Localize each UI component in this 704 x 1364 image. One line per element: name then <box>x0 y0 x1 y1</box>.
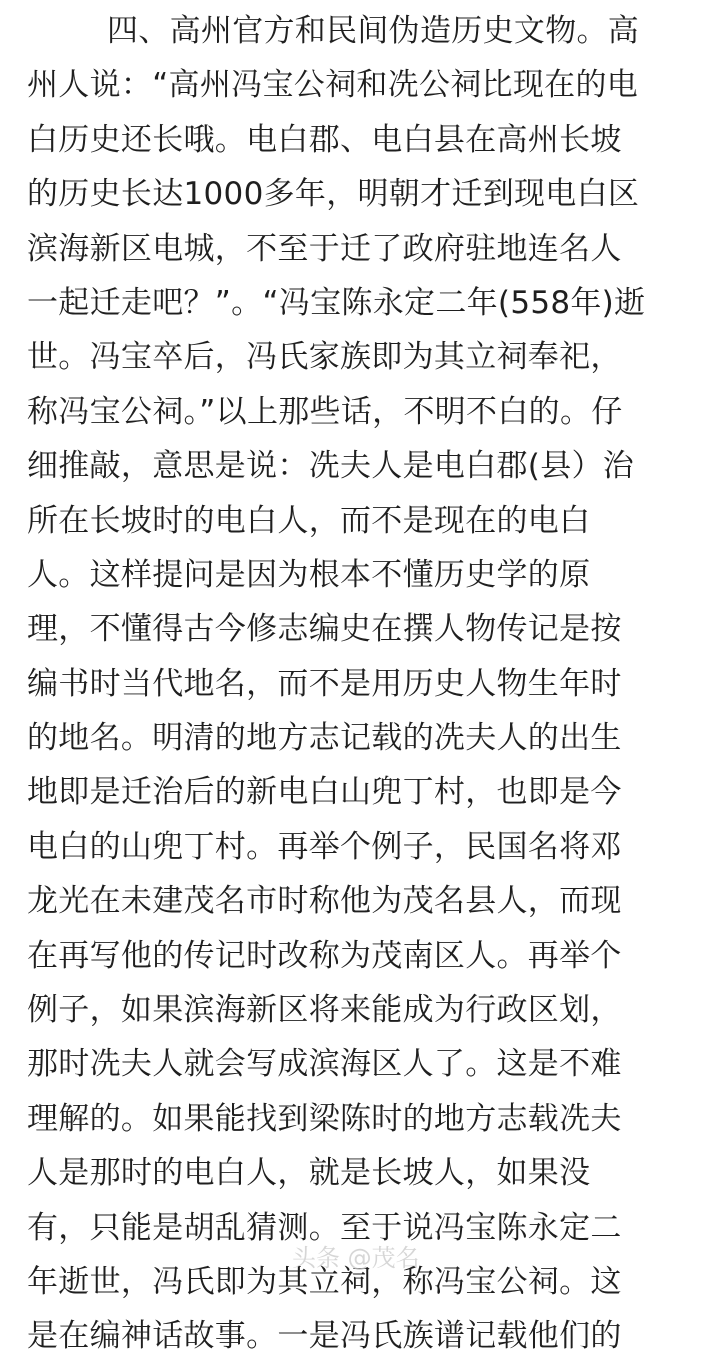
text-line: 编书时当代地名，而不是用历史人物生年时 <box>27 665 622 702</box>
text-line: 称冯宝公祠。”以上那些话，不明不白的。仔 <box>27 393 623 430</box>
text-line: 一起迁走吧？”。“冯宝陈永定二年(558年)逝 <box>27 284 646 321</box>
text-line: 的地名。明清的地方志记载的冼夫人的出生 <box>27 720 622 757</box>
text-line: 世。冯宝卒后，冯氏家族即为其立祠奉祀， <box>27 339 622 376</box>
text-line: 细推敲，意思是说：冼夫人是电白郡(县）治 <box>27 448 635 485</box>
text-line: 的历史长达1000多年，明朝才迁到现电白区 <box>27 176 640 213</box>
text-line: 地即是迁治后的新电白山兜丁村，也即是今 <box>27 774 622 811</box>
text-line: 在再写他的传记时改称为茂南区人。再举个 <box>27 937 622 974</box>
text-line: 龙光在未建茂名市时称他为茂名县人，而现 <box>27 883 622 920</box>
text-line: 有，只能是胡乱猜测。至于说冯宝陈永定二 <box>27 1209 622 1246</box>
text-line: 白历史还长哦。电白郡、电白县在高州长坡 <box>27 121 622 158</box>
document-body <box>27 4 683 1364</box>
text-line: 例子，如果滨海新区将来能成为行政区划， <box>27 992 622 1029</box>
watermark: 头条 @茂名 <box>292 1244 420 1272</box>
text-line: 年逝世，冯氏即为其立祠，称冯宝公祠。这 <box>27 1263 622 1300</box>
text-line: 理解的。如果能找到梁陈时的地方志载冼夫 <box>27 1100 622 1137</box>
text-line: 理，不懂得古今修志编史在撰人物传记是按 <box>27 611 622 648</box>
text-line: 州人说：“高州冯宝公祠和冼公祠比现在的电 <box>27 67 639 104</box>
text-line: 所在长坡时的电白人，而不是现在的电白 <box>27 502 591 539</box>
text-line: 人。这样提问是因为根本不懂历史学的原 <box>27 556 591 593</box>
text-line: 电白的山兜丁村。再举个例子，民国名将邓 <box>27 828 622 865</box>
text-line: 滨海新区电城，不至于迁了政府驻地连名人 <box>27 230 622 267</box>
text-line: 人是那时的电白人，就是长坡人，如果没 <box>27 1155 591 1192</box>
text-line: 那时冼夫人就会写成滨海区人了。这是不难 <box>27 1046 622 1083</box>
text-line: 是在编神话故事。一是冯氏族谱记载他们的 <box>27 1318 622 1355</box>
text-line: 四、高州官方和民间伪造历史文物。高 <box>107 13 640 49</box>
